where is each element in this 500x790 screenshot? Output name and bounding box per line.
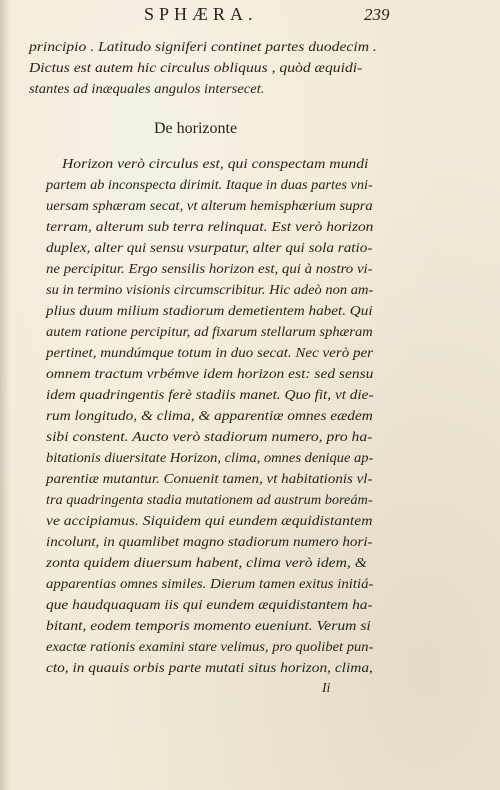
text-line: incolunt, in quamlibet magno stadiorum numero hori- bbox=[46, 534, 373, 549]
section-heading: De horizonte bbox=[154, 120, 238, 137]
text-line: uersam sphæram secat, vt alterum hemisphærium supra bbox=[46, 198, 373, 213]
text-line: su in termino visionis circumscribitur. Hic adeò non am- bbox=[46, 282, 374, 297]
text-line: rum longitudo, & clima, & apparentiæ omnes eædem bbox=[46, 408, 373, 423]
text-line: cto, in quauis orbis parte mutati situs horizon, clima, bbox=[46, 660, 373, 675]
text-line: partem ab inconspecta dirimit. Itaque in duas partes vni- bbox=[46, 177, 373, 192]
text-line: autem ratione percipitur, ad fixarum stellarum sphæram bbox=[46, 324, 373, 339]
catchword: Ii bbox=[322, 680, 331, 695]
text-line: bitationis diuersitate Horizon, clima, omnes denique ap- bbox=[46, 450, 374, 465]
text-line: que haudquaquam iis qui eundem æquidistantem ha- bbox=[46, 597, 373, 612]
running-title: SPHÆRA. bbox=[144, 4, 258, 24]
text-line: ve accipiamus. Siquidem qui eundem æquidistantem bbox=[46, 513, 373, 528]
text-line: Horizon verò circulus est, qui conspectam mundi bbox=[62, 156, 369, 171]
text-line: parentiæ mutantur. Conuenit tamen, vt habitationis vl- bbox=[46, 471, 373, 486]
page-header bbox=[0, 4, 500, 26]
text-line: bitant, eodem temporis momento eueniunt. Verum si bbox=[46, 618, 371, 633]
text-line: pertinet, mundúmque totum in duo secat. Nec verò per bbox=[46, 345, 373, 360]
text-line: Dictus est autem hic circulus obliquus , quòd æquidi- bbox=[29, 60, 363, 75]
text-line: idem quadringentis ferè stadiis manet. Quo fit, vt die- bbox=[46, 387, 374, 402]
text-line: zonta quidem diuersum habent, clima verò idem, & bbox=[46, 555, 367, 570]
text-line: principio . Latitudo signiferi continet partes duodecim . bbox=[29, 39, 377, 54]
text-line: plius duum milium stadiorum demetientem habet. Qui bbox=[46, 303, 373, 318]
text-line: exactæ rationis examini stare velimus, pro quolibet pun- bbox=[46, 639, 374, 654]
text-line: stantes ad inæquales angulos intersecet. bbox=[29, 81, 265, 96]
text-line: ne percipitur. Ergo sensilis horizon est, qui à nostro vi- bbox=[46, 261, 373, 276]
text-line: terram, alterum sub terra relinquat. Est verò horizon bbox=[46, 219, 374, 234]
text-line: apparentias omnes similes. Dierum tamen exitus initiá- bbox=[46, 576, 374, 591]
text-line: tra quadringenta stadia mutationem ad austrum boreám- bbox=[46, 492, 373, 507]
text-line: omnem tractum vrbémve idem horizon est: sed sensu bbox=[46, 366, 374, 381]
page-number: 239 bbox=[364, 5, 390, 24]
text-line: sibi constent. Aucto verò stadiorum numero, pro ha- bbox=[46, 429, 373, 444]
text-line: duplex, alter qui sensu vsurpatur, alter qui sola ratio- bbox=[46, 240, 373, 255]
